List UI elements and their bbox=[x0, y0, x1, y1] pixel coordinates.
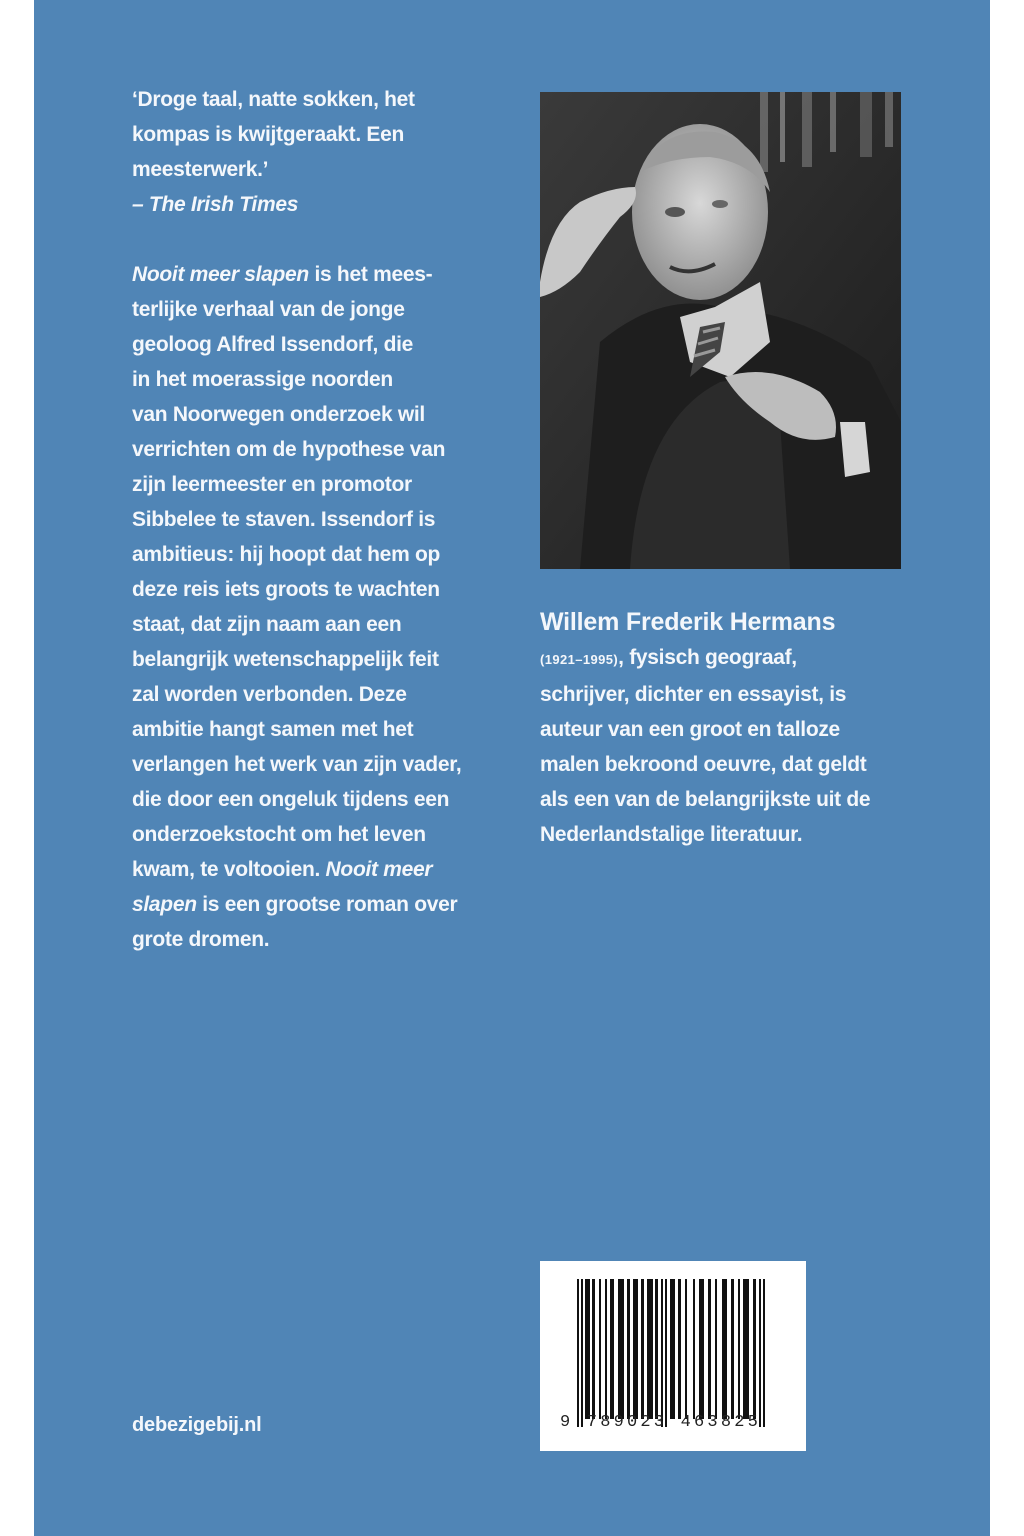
author-photo bbox=[540, 92, 901, 569]
isbn-number: 9 789023 463825 bbox=[560, 1413, 762, 1432]
book-blurb bbox=[132, 257, 504, 957]
press-quote bbox=[132, 82, 504, 222]
bio-line: Nederlandstalige literatuur. bbox=[540, 823, 803, 846]
quote-source: – The Irish Times bbox=[132, 193, 299, 216]
blurb-text: is het mees- bbox=[308, 263, 433, 286]
blurb-line: grote dromen. bbox=[132, 928, 270, 951]
publisher-website: debezigebij.nl bbox=[132, 1414, 262, 1436]
blurb-line: verrichten om de hypothese van bbox=[132, 438, 446, 461]
blurb-line: die door een ongeluk tijdens een bbox=[132, 788, 450, 811]
quote-line: kompas is kwijtgeraakt. Een bbox=[132, 123, 405, 146]
quote-line: ‘Droge taal, natte sokken, het bbox=[132, 88, 415, 111]
blurb-line: ambitie hangt samen met het bbox=[132, 718, 414, 741]
blurb-line: verlangen het werk van zijn vader, bbox=[132, 753, 462, 776]
quote-line: meesterwerk.’ bbox=[132, 158, 269, 181]
author-portrait-image bbox=[540, 92, 901, 569]
blurb-line: belangrijk wetenschappelijk feit bbox=[132, 648, 439, 671]
bio-line bbox=[540, 640, 920, 677]
blurb-line: deze reis iets groots te wachten bbox=[132, 578, 440, 601]
author-section bbox=[540, 604, 920, 852]
blurb-line: zal worden verbonden. Deze bbox=[132, 683, 407, 706]
blurb-line: Sibbelee te staven. Issendorf is bbox=[132, 508, 436, 531]
blurb-text: kwam, te voltooien. bbox=[132, 858, 326, 881]
bio-line: malen bekroond oeuvre, dat geldt bbox=[540, 753, 867, 776]
bio-line: auteur van een groot en talloze bbox=[540, 718, 840, 741]
book-title-italic: Nooit meer bbox=[325, 858, 433, 881]
blurb-line: staat, dat zijn naam aan een bbox=[132, 613, 402, 636]
author-years: (1921–1995) bbox=[540, 652, 619, 667]
author-bio bbox=[540, 640, 920, 852]
blurb-text: is een grootse roman over bbox=[196, 893, 458, 916]
blurb-line: terlijke verhaal van de jonge bbox=[132, 298, 405, 321]
book-title-italic: Nooit meer slapen bbox=[132, 263, 309, 286]
blurb-line: onderzoekstocht om het leven bbox=[132, 823, 426, 846]
blurb-line bbox=[132, 257, 504, 292]
blurb-line: in het moerassige noorden bbox=[132, 368, 393, 391]
book-back-cover bbox=[34, 0, 990, 1536]
blurb-line bbox=[132, 887, 504, 922]
blurb-line: zijn leermeester en promotor bbox=[132, 473, 412, 496]
blurb-line bbox=[132, 852, 504, 887]
isbn-barcode bbox=[540, 1261, 806, 1451]
bio-text: , fysisch geograaf, bbox=[618, 646, 797, 669]
bio-line: als een van de belangrijkste uit de bbox=[540, 788, 871, 811]
blurb-line: geoloog Alfred Issendorf, die bbox=[132, 333, 414, 356]
barcode-icon bbox=[575, 1279, 775, 1427]
bio-line: schrijver, dichter en essayist, is bbox=[540, 683, 847, 706]
author-name: Willem Frederik Hermans bbox=[540, 608, 836, 636]
book-title-italic: slapen bbox=[132, 893, 197, 916]
blurb-line: ambitieus: hij hoopt dat hem op bbox=[132, 543, 441, 566]
blurb-line: van Noorwegen onderzoek wil bbox=[132, 403, 425, 426]
left-column bbox=[132, 82, 504, 957]
